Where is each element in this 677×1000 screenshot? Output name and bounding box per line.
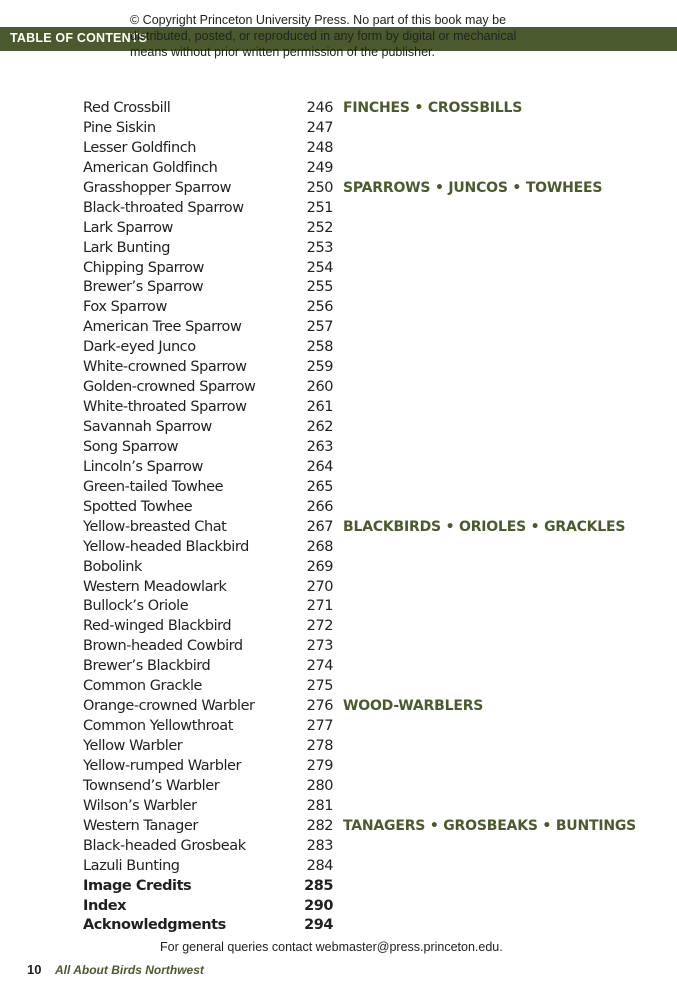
toc-entry-page: 273	[306, 638, 333, 655]
toc-row	[83, 837, 643, 857]
toc-row	[83, 757, 643, 777]
toc-row	[83, 99, 643, 119]
toc-entry-title: Spotted Towhee	[83, 498, 193, 515]
toc-entry-page: 267	[306, 518, 333, 535]
toc-entry-title: American Goldfinch	[83, 159, 218, 176]
toc-entry-page: 274	[306, 658, 333, 675]
toc-row	[83, 897, 643, 917]
toc-entry-title: Orange-crowned Warbler	[83, 698, 255, 715]
toc-entry-page: 266	[306, 498, 333, 515]
toc-entry-title: Lesser Goldfinch	[83, 139, 196, 156]
toc-entry-page: 284	[306, 857, 333, 874]
toc-row	[83, 697, 643, 717]
toc-row	[83, 717, 643, 737]
toc-section-heading: TANAGERS • GROSBEAKS • BUNTINGS	[343, 817, 637, 834]
toc-entry-page: 258	[306, 339, 333, 356]
toc-entry-page: 255	[306, 279, 333, 296]
toc-entry-title: Bobolink	[83, 558, 142, 575]
toc-entry-title: Acknowledgments	[83, 917, 226, 934]
toc-entry-title: Wilson’s Warbler	[83, 797, 197, 814]
toc-entry-title: Lincoln’s Sparrow	[83, 458, 203, 475]
toc-entry-page: 264	[306, 458, 333, 475]
toc-row	[83, 219, 643, 239]
toc-row	[83, 438, 643, 458]
toc-row	[83, 637, 643, 657]
copyright-notice: © Copyright Princeton University Press. No part of this book may be distributed, posted, or reproduced in any form by digital or mechanical means without prior written permission of the publisher.	[130, 13, 517, 59]
toc-entry-title: Golden-crowned Sparrow	[83, 379, 256, 396]
toc-row	[83, 199, 643, 219]
toc-entry-title: White-crowned Sparrow	[83, 359, 247, 376]
toc-entry-page: 285	[304, 877, 333, 894]
toc-row	[83, 498, 643, 518]
toc-row	[83, 338, 643, 358]
toc-row	[83, 817, 643, 837]
page-number: 10	[27, 962, 42, 977]
toc-entry-page: 253	[306, 239, 333, 256]
toc-entry-title: Fox Sparrow	[83, 299, 167, 316]
toc-entry-title: Index	[83, 897, 127, 914]
toc-row	[83, 797, 643, 817]
toc-entry-page: 275	[306, 678, 333, 695]
toc-row	[83, 737, 643, 757]
toc-entry-title: Brewer’s Blackbird	[83, 658, 211, 675]
toc-row	[83, 558, 643, 578]
toc-entry-title: Chipping Sparrow	[83, 259, 204, 276]
toc-entry-page: 263	[306, 438, 333, 455]
toc-entry-page: 278	[306, 738, 333, 754]
toc-row	[83, 358, 643, 378]
section-header-label: TABLE OF CONTENTS	[10, 31, 148, 45]
toc-section-heading: FINCHES • CROSSBILLS	[343, 100, 523, 116]
toc-row	[83, 916, 643, 936]
toc-entry-title: Bullock’s Oriole	[83, 598, 189, 615]
toc-entry-title: White-throated Sparrow	[83, 399, 247, 416]
toc-section-heading: SPARROWS • JUNCOS • TOWHEES	[343, 179, 603, 196]
toc-entry-title: American Tree Sparrow	[83, 319, 242, 336]
toc-entry-title: Yellow-rumped Warbler	[83, 757, 242, 774]
toc-entry-title: Lazuli Bunting	[83, 857, 180, 874]
toc-entry-title: Pine Siskin	[83, 119, 156, 136]
toc-row	[83, 597, 643, 617]
toc-row	[83, 777, 643, 797]
toc-row	[83, 259, 643, 279]
toc-entry-page: 247	[306, 119, 333, 136]
toc-entry-title: Lark Bunting	[83, 239, 170, 256]
toc-entry-title: Dark-eyed Junco	[83, 339, 196, 356]
toc-entry-page: 257	[306, 319, 333, 336]
toc-entry-page: 249	[306, 159, 333, 176]
toc-entry-page: 290	[304, 897, 333, 914]
toc-section-heading: BLACKBIRDS • ORIOLES • GRACKLES	[343, 518, 626, 535]
toc-row	[83, 538, 643, 558]
toc-entry-title: Red Crossbill	[83, 100, 171, 116]
toc-entry-title: Western Tanager	[83, 817, 198, 834]
toc-entry-title: Image Credits	[83, 877, 192, 894]
toc-row	[83, 578, 643, 598]
toc-entry-page: 294	[304, 917, 333, 934]
toc-entry-title: Western Meadowlark	[83, 578, 227, 595]
toc-row	[83, 617, 643, 637]
toc-entry-page: 277	[306, 718, 333, 735]
toc-entry-page: 271	[306, 598, 333, 615]
toc-entry-page: 272	[306, 618, 333, 635]
table-of-contents	[83, 99, 643, 936]
toc-row	[83, 458, 643, 478]
toc-entry-title: Savannah Sparrow	[83, 419, 212, 435]
contact-notice: For general queries contact webmaster@press.princeton.edu.	[160, 940, 503, 954]
toc-entry-page: 276	[306, 698, 333, 715]
toc-entry-page: 260	[306, 379, 333, 396]
toc-row	[83, 119, 643, 139]
toc-entry-page: 283	[306, 837, 333, 854]
toc-entry-page: 250	[306, 179, 333, 196]
toc-entry-page: 265	[306, 478, 333, 495]
toc-entry-page: 246	[306, 100, 333, 116]
toc-entry-page: 254	[306, 259, 333, 276]
toc-entry-title: Grasshopper Sparrow	[83, 179, 231, 196]
toc-row	[83, 378, 643, 398]
toc-row	[83, 877, 643, 897]
toc-row	[83, 857, 643, 877]
toc-entry-page: 270	[306, 578, 333, 595]
toc-row	[83, 677, 643, 697]
toc-row	[83, 159, 643, 179]
toc-entry-title: Red-winged Blackbird	[83, 618, 232, 635]
toc-row	[83, 518, 643, 538]
toc-row	[83, 179, 643, 199]
toc-entry-page: 259	[306, 359, 333, 376]
toc-entry-page: 251	[306, 199, 333, 216]
toc-entry-title: Song Sparrow	[83, 438, 179, 455]
toc-section-heading: WOOD-WARBLERS	[343, 698, 484, 715]
toc-entry-page: 261	[306, 399, 333, 416]
toc-entry-page: 262	[306, 419, 333, 435]
toc-entry-page: 256	[306, 299, 333, 316]
toc-entry-title: Black-headed Grosbeak	[83, 837, 246, 854]
toc-entry-title: Yellow-breasted Chat	[83, 518, 227, 535]
toc-entry-title: Common Yellowthroat	[83, 718, 233, 735]
toc-entry-title: Lark Sparrow	[83, 219, 173, 236]
toc-entry-title: Brown-headed Cowbird	[83, 638, 243, 655]
toc-entry-title: Yellow Warbler	[83, 738, 183, 754]
toc-row	[83, 398, 643, 418]
toc-entry-title: Brewer’s Sparrow	[83, 279, 204, 296]
toc-row	[83, 139, 643, 159]
running-title: All About Birds Northwest	[55, 963, 204, 977]
toc-entry-page: 280	[306, 777, 333, 794]
toc-entry-title: Common Grackle	[83, 678, 203, 695]
toc-entry-page: 268	[306, 538, 333, 555]
toc-row	[83, 657, 643, 677]
toc-row	[83, 278, 643, 298]
toc-row	[83, 298, 643, 318]
toc-entry-title: Townsend’s Warbler	[83, 777, 220, 794]
toc-row	[83, 478, 643, 498]
toc-entry-title: Black-throated Sparrow	[83, 199, 244, 216]
toc-entry-page: 282	[306, 817, 333, 834]
toc-row	[83, 239, 643, 259]
toc-entry-page: 269	[306, 558, 333, 575]
toc-row	[83, 418, 643, 438]
toc-entry-title: Green-tailed Towhee	[83, 478, 224, 495]
toc-entry-page: 248	[306, 139, 333, 156]
toc-entry-page: 279	[306, 757, 333, 774]
toc-row	[83, 318, 643, 338]
toc-entry-page: 281	[306, 797, 333, 814]
toc-entry-page: 252	[306, 219, 333, 236]
toc-entry-title: Yellow-headed Blackbird	[83, 538, 249, 555]
